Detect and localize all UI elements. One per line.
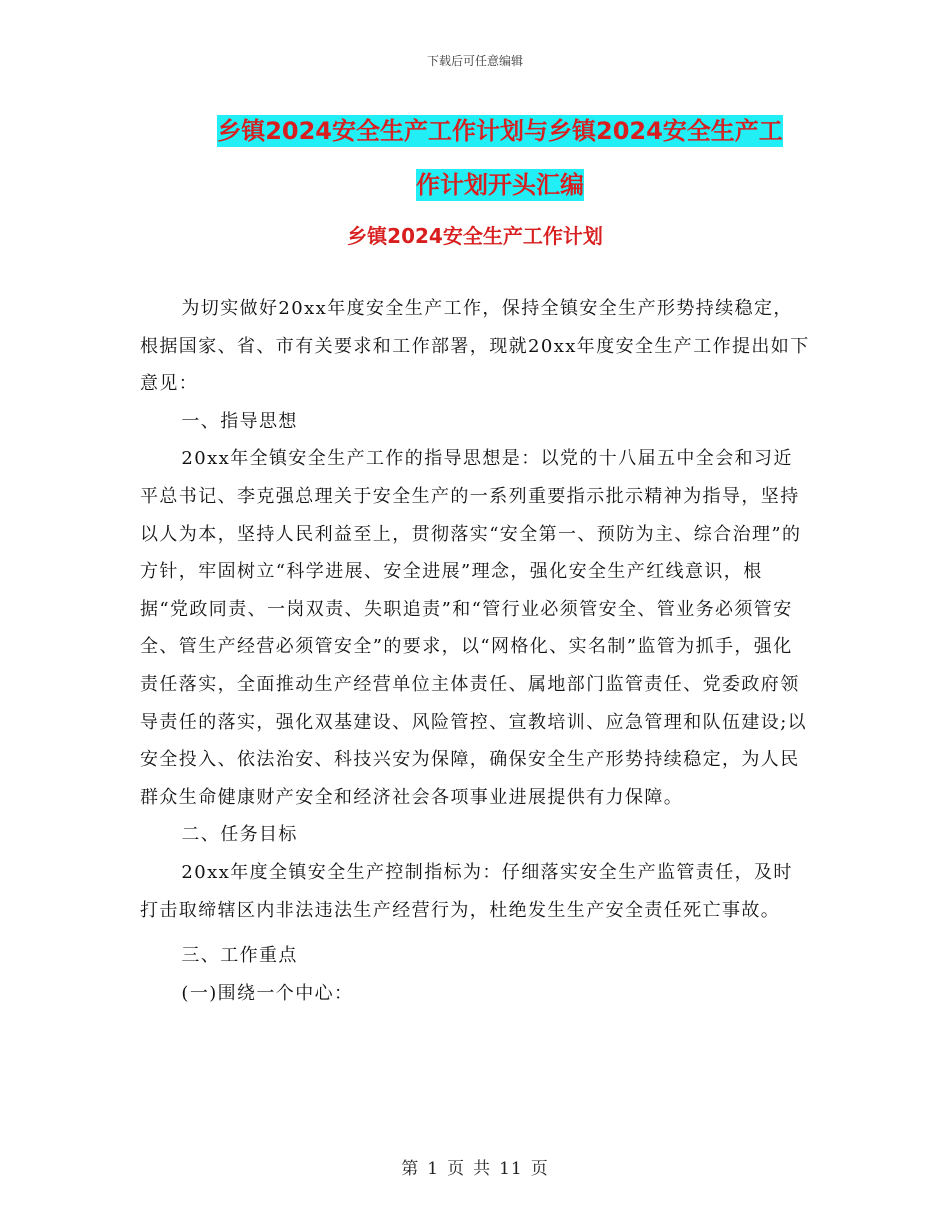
paragraph-intro: 为切实做好20xx年度安全生产工作，保持全镇安全生产形势持续稳定，根据国家、省、市有关要求和工作部署，现就20xx年度安全生产工作提出如下意见： [140,298,810,395]
footer-page-unit: 页 [447,1159,466,1179]
heading-task-goals: 二、任务目标 [181,824,298,846]
footer-total-pages: 11 [499,1159,523,1179]
paragraph-task-goals: 20xx年度全镇安全生产控制指标为：仔细落实安全生产监管责任，及时打击取缔辖区内非法违法生产经营行为，杜绝发生生产安全责任死亡事故。 [140,861,793,921]
document-title [190,104,810,212]
footer-total-prefix: 共 [473,1159,492,1179]
document-title-line2: 作计划开头汇编 [416,171,584,199]
document-body [140,290,810,1012]
document-title-line1: 乡镇2024安全生产工作计划与乡镇2024安全生产工 [217,117,783,145]
footer-total-unit: 页 [530,1159,549,1179]
footer-page-number: 1 [427,1159,440,1179]
heading-guiding-thought: 一、指导思想 [181,410,298,432]
section-title: 乡镇2024安全生产工作计划 [347,224,603,248]
paragraph-guiding-thought: 20xx年全镇安全生产工作的指导思想是：以党的十八届五中全会和习近平总书记、李克强总理关于安全生产的一系列重要指示批示精神为指导，坚持以人为本，坚持人民利益至上，贯彻落实“安全第一、预防为主、综合治理”的方针，牢固树立“科学进展、安全进展”理念，强化安全生产红线意识，根据“党政同责、一岗双责、失职追责”和“管行业必须管安全、管业务必须管安全、管生产经营必须管安全”的要求，以“网格化、实名制”监管为抓手，强化责任落实，全面推动生产经营单位主体责任、属地部门监管责任、党委政府领导责任的落实，强化双基建设、风险管控、宣教培训、应急管理和队伍建设;以安全投入、依法治安、科技兴安为保障，确保安全生产形势持续稳定，为人民群众生命健康财产安全和经济社会各项事业进展提供有力保障。 [140,448,808,808]
heading-work-focus: 三、工作重点 [181,945,298,967]
subheading-one-center: (一)围绕一个中心： [181,982,354,1004]
page-footer [0,1154,950,1179]
footer-prefix: 第 [401,1159,420,1179]
page-header-note: 下载后可任意编辑 [426,54,523,68]
